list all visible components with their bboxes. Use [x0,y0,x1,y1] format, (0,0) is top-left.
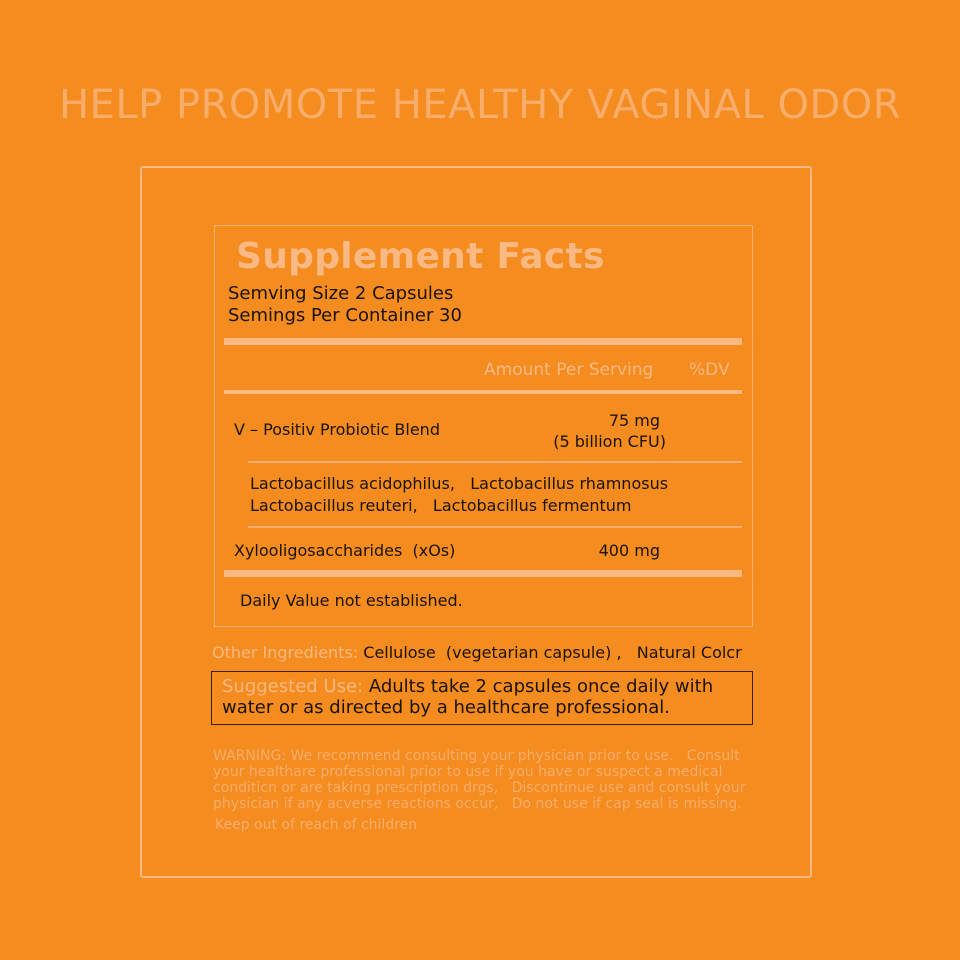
suggested-use-value: Adults take 2 capsules once daily with water or as directed by a healthcare professional. [222,676,714,718]
blend-cfu: (5 billion CFU) [553,432,666,451]
warning-label: WARNING: [213,748,287,764]
suggested-use-label: Suggested Use: [222,676,364,697]
xos-amount: 400 mg [598,541,660,560]
suggested-use [222,676,748,718]
serving-size: Semving Size 2 Capsules [228,283,454,304]
facts-title: Supplement Facts [236,236,605,277]
thick-divider [224,338,742,345]
bottom-thick-divider [224,570,742,577]
headline: HELP PROMOTE HEALTHY VAGINAL ODOR [58,82,902,128]
other-ingredients [212,643,742,662]
strains-bottom-rule [248,526,742,528]
medium-divider [224,390,742,394]
warning-text [213,748,773,812]
servings-per-container: Semings Per Container 30 [228,305,462,326]
blend-name: V – Positiv Probiotic Blend [234,420,440,439]
other-ingredients-value: Cellulose (vegetarian capsule) , Natural Colcr [358,643,742,662]
strains-line-2: Lactobacillus reuteri, Lactobacillus fermentum [250,496,632,515]
dv-note: Daily Value not established. [240,591,463,610]
other-ingredients-label: Other Ingredients: [212,643,359,662]
strains-top-rule [248,461,742,463]
amount-per-serving-header: Amount Per Serving [484,360,654,380]
keep-out-notice: Keep out of reach of children [215,817,418,833]
strains-line-1: Lactobacillus acidophilus, Lactobacillus rhamnosus [250,474,669,493]
dv-header: %DV [689,360,730,380]
xos-name: Xylooligosaccharides (xOs) [234,541,456,560]
warning-body: We recommend consulting your physician prior to use. Consult your healthare professional prior to use if you have or suspect a medical conditicn or are taking prescription drgs, Discontinue use and consult your physician if any acverse reactions occur, Do not use if cap seal is missing. [213,748,746,812]
blend-amount: 75 mg [608,411,660,430]
